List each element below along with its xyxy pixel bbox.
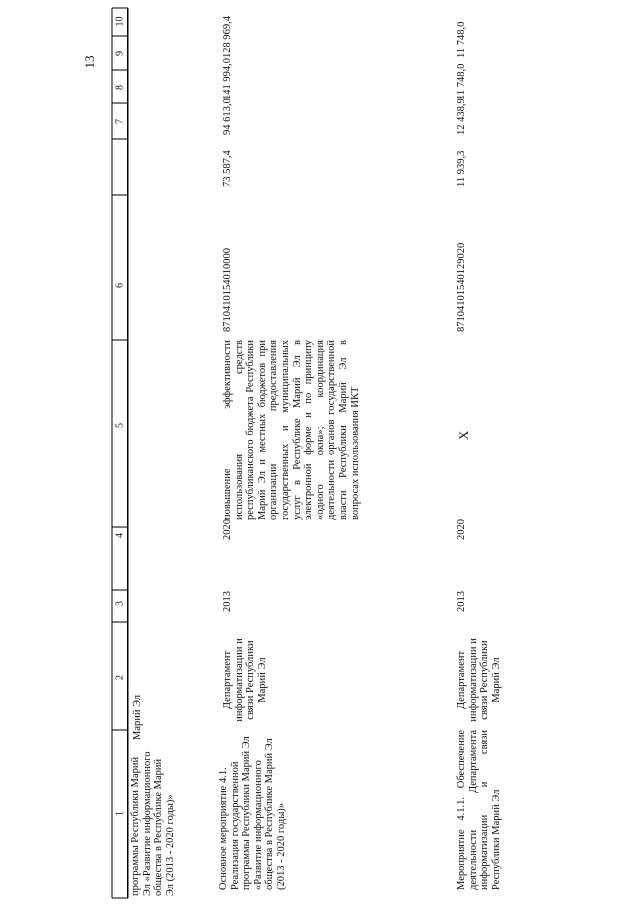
row3-col9: 11 748,0	[456, 63, 467, 100]
header-col-3: 3	[114, 601, 126, 606]
row1-col1: программы Республики Марий Эл «Развитие информационного общества в Республике Марий Эл (2013 - 2020 годы)»	[130, 751, 176, 896]
row2-col2: Департамент информатизации и связи Республики Марий Эл	[222, 638, 268, 722]
header-col-2: 2	[114, 675, 126, 680]
row2-col8: 94 613,0	[222, 98, 233, 135]
header-col-1: 1	[114, 811, 126, 816]
row2-col6: 8710410154010000	[222, 248, 233, 332]
row2-col1: Основное мероприятие 4.1. Реализация государственной программы Республики Марий Эл «Развитие информационного общества в Республике Марий Эл (2013 - 2020 годы)»	[218, 736, 287, 890]
row3-col10: 11 748,0	[456, 21, 467, 58]
row2-col5: повышение эффективности использования средств республиканского бюджета Республики Марий Эл и местных бюджетов при организации предоставления государственных и муниципальных услуг в Республике Марий Эл в электронной форме и по принципу «одного окна»; координация деятельности органов государственной власти Республики Марий Эл в вопросах использования ИКТ	[222, 340, 361, 520]
header-col-6: 6	[114, 283, 126, 288]
header-col-7: 7	[114, 119, 126, 124]
row2-col9: 141 994,0	[222, 58, 233, 100]
row3-col6: 87104101540129020	[456, 242, 467, 332]
header-col-5: 5	[114, 423, 126, 428]
row2-col4: 2020	[222, 519, 233, 540]
row1-col2: Марий Эл	[132, 694, 143, 740]
header-col-4: 4	[114, 533, 126, 538]
row3-col8: 12 438,9	[456, 98, 467, 135]
row3-col1: Мероприятие 4.1.1. Обеспечение деятельности Департамента информатизации и связи Республики Марий Эл	[456, 730, 502, 890]
row2-col3: 2013	[222, 591, 233, 612]
row2-col10: 128 969,4	[222, 16, 233, 58]
row3-col3: 2013	[456, 591, 467, 612]
header-col-8: 8	[114, 85, 126, 90]
header-col-9: 9	[114, 51, 126, 56]
row3-col2: Департамент информатизации и связи Республики Марий Эл	[456, 638, 502, 722]
row2-col7: 73 587,4	[222, 150, 233, 187]
row3-col5: Х	[456, 430, 471, 440]
row3-col7: 11 939,3	[456, 150, 467, 187]
row3-col4: 2020	[456, 519, 467, 540]
page-number-rot: 13	[82, 55, 97, 69]
header-col-10: 10	[114, 16, 126, 27]
